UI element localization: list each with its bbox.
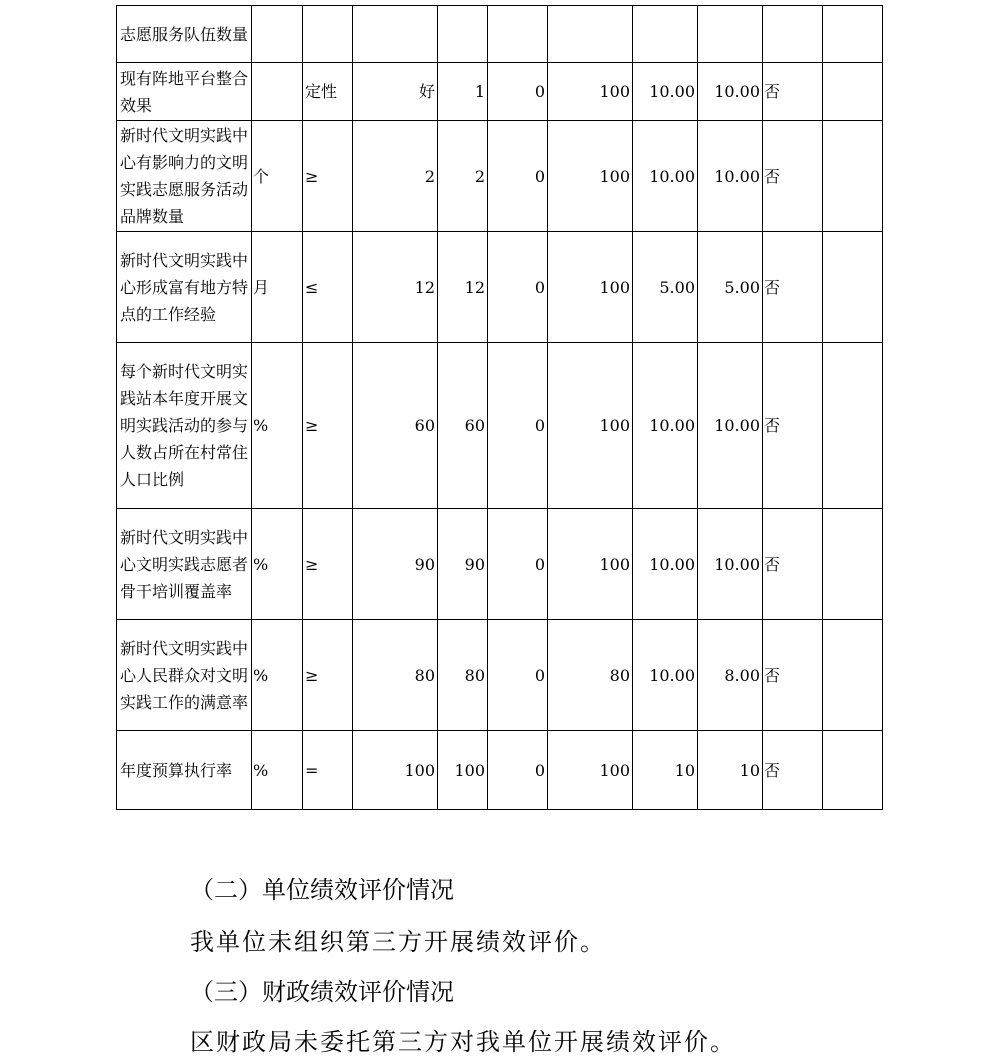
flag-cell: 否: [763, 509, 823, 620]
indicator-name: 新时代文明实践中心文明实践志愿者骨干培训覆盖率: [117, 509, 252, 620]
finance-eval-heading: （三）财政绩效评价情况: [190, 978, 454, 1006]
unit-eval-heading: （二）单位绩效评价情况: [190, 876, 454, 904]
weight-cell: [633, 6, 698, 63]
operator-cell: ≥: [303, 343, 353, 509]
score-cell: 5.00: [698, 232, 763, 343]
indicator-name: 年度预算执行率: [117, 731, 252, 810]
score-cell: 10.00: [698, 509, 763, 620]
unit-cell: [252, 63, 303, 121]
actual-cell: 2: [438, 121, 488, 232]
rate-cell: 100: [548, 63, 633, 121]
rate-cell: 80: [548, 620, 633, 731]
table-row: [117, 63, 883, 121]
deviation-cell: 0: [488, 232, 548, 343]
indicator-name: 新时代文明实践中心有影响力的文明实践志愿服务活动品牌数量: [117, 121, 252, 232]
operator-cell: ≥: [303, 620, 353, 731]
weight-cell: 10: [633, 731, 698, 810]
extra-cell: [823, 121, 883, 232]
actual-cell: 60: [438, 343, 488, 509]
rate-cell: 100: [548, 343, 633, 509]
flag-cell: [763, 6, 823, 63]
table-row: [117, 232, 883, 343]
performance-table: [116, 5, 883, 810]
operator-cell: ≥: [303, 509, 353, 620]
unit-cell: %: [252, 731, 303, 810]
finance-eval-text: 区财政局未委托第三方对我单位开展绩效评价。: [190, 1028, 736, 1056]
deviation-cell: 0: [488, 63, 548, 121]
unit-cell: %: [252, 620, 303, 731]
target-cell: 60: [353, 343, 438, 509]
score-cell: 10.00: [698, 63, 763, 121]
deviation-cell: 0: [488, 121, 548, 232]
weight-cell: 10.00: [633, 343, 698, 509]
actual-cell: 80: [438, 620, 488, 731]
extra-cell: [823, 620, 883, 731]
table-row: [117, 343, 883, 509]
unit-cell: 月: [252, 232, 303, 343]
unit-cell: [252, 6, 303, 63]
weight-cell: 5.00: [633, 232, 698, 343]
extra-cell: [823, 6, 883, 63]
actual-cell: 100: [438, 731, 488, 810]
rate-cell: [548, 6, 633, 63]
target-cell: 80: [353, 620, 438, 731]
extra-cell: [823, 731, 883, 810]
score-cell: 10: [698, 731, 763, 810]
extra-cell: [823, 63, 883, 121]
unit-eval-text: 我单位未组织第三方开展绩效评价。: [190, 928, 606, 956]
score-cell: 10.00: [698, 343, 763, 509]
weight-cell: 10.00: [633, 63, 698, 121]
actual-cell: 1: [438, 63, 488, 121]
flag-cell: 否: [763, 121, 823, 232]
weight-cell: 10.00: [633, 121, 698, 232]
flag-cell: 否: [763, 731, 823, 810]
operator-cell: [303, 6, 353, 63]
target-cell: [353, 6, 438, 63]
unit-cell: %: [252, 509, 303, 620]
rate-cell: 100: [548, 232, 633, 343]
rate-cell: 100: [548, 509, 633, 620]
target-cell: 12: [353, 232, 438, 343]
actual-cell: [438, 6, 488, 63]
deviation-cell: 0: [488, 620, 548, 731]
rate-cell: 100: [548, 731, 633, 810]
target-cell: 90: [353, 509, 438, 620]
rate-cell: 100: [548, 121, 633, 232]
target-cell: 100: [353, 731, 438, 810]
indicator-name: 每个新时代文明实践站本年度开展文明实践活动的参与人数占所在村常住人口比例: [117, 343, 252, 509]
actual-cell: 90: [438, 509, 488, 620]
deviation-cell: 0: [488, 343, 548, 509]
table-row: [117, 121, 883, 232]
target-cell: 好: [353, 63, 438, 121]
table-row: [117, 6, 883, 63]
extra-cell: [823, 232, 883, 343]
indicator-name: 志愿服务队伍数量: [117, 6, 252, 63]
unit-cell: 个: [252, 121, 303, 232]
extra-cell: [823, 509, 883, 620]
flag-cell: 否: [763, 343, 823, 509]
unit-cell: %: [252, 343, 303, 509]
table-row: [117, 731, 883, 810]
extra-cell: [823, 343, 883, 509]
deviation-cell: [488, 6, 548, 63]
operator-cell: ≥: [303, 121, 353, 232]
table-row: [117, 509, 883, 620]
target-cell: 2: [353, 121, 438, 232]
flag-cell: 否: [763, 620, 823, 731]
indicator-name: 新时代文明实践中心人民群众对文明实践工作的满意率: [117, 620, 252, 731]
actual-cell: 12: [438, 232, 488, 343]
weight-cell: 10.00: [633, 509, 698, 620]
indicator-name: 现有阵地平台整合效果: [117, 63, 252, 121]
weight-cell: 10.00: [633, 620, 698, 731]
deviation-cell: 0: [488, 509, 548, 620]
operator-cell: ≤: [303, 232, 353, 343]
flag-cell: 否: [763, 63, 823, 121]
deviation-cell: 0: [488, 731, 548, 810]
flag-cell: 否: [763, 232, 823, 343]
score-cell: [698, 6, 763, 63]
operator-cell: =: [303, 731, 353, 810]
indicator-name: 新时代文明实践中心形成富有地方特点的工作经验: [117, 232, 252, 343]
score-cell: 10.00: [698, 121, 763, 232]
table-row: [117, 620, 883, 731]
score-cell: 8.00: [698, 620, 763, 731]
operator-cell: 定性: [303, 63, 353, 121]
